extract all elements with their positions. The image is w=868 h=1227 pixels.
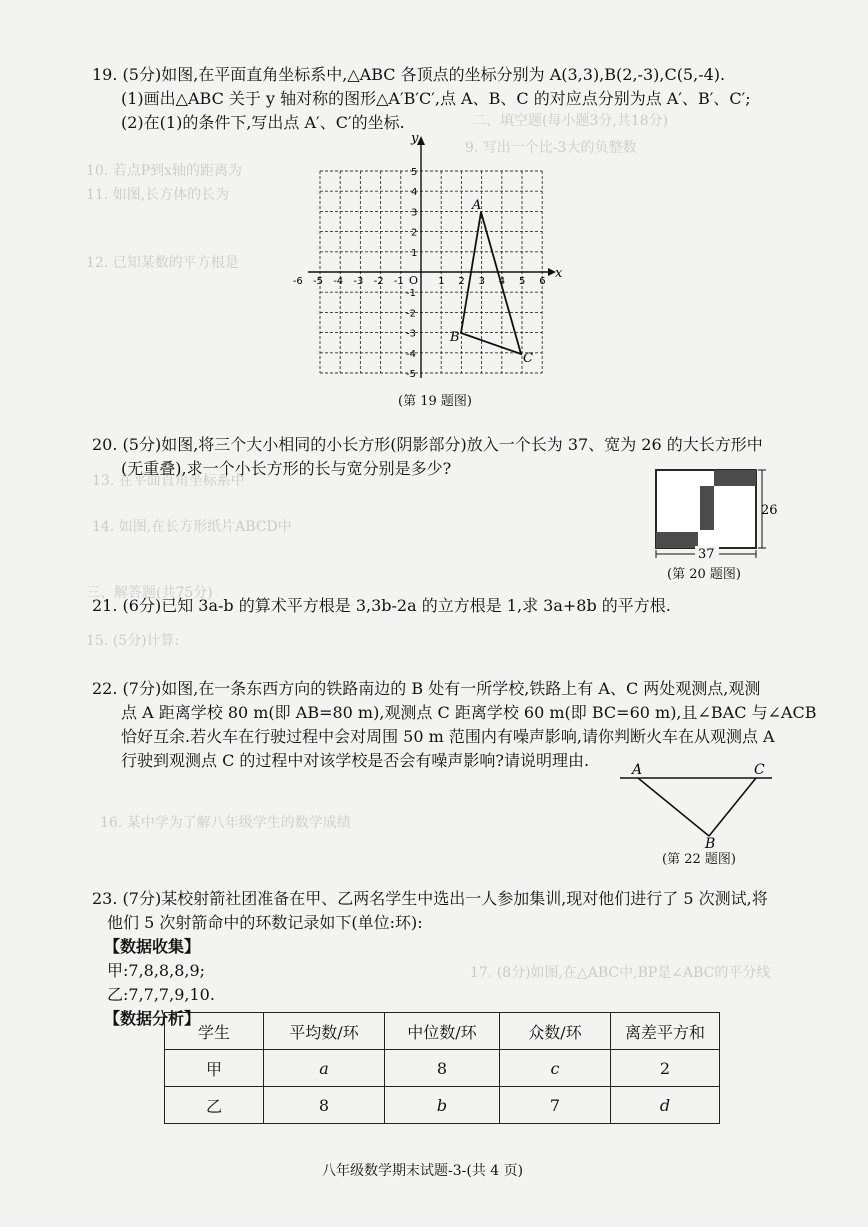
y-tick-label: 5 — [411, 167, 418, 178]
point-c-label: C — [754, 762, 765, 778]
data-collection-heading: 【数据收集】 — [104, 937, 201, 956]
q19-part2: (2)在(1)的条件下,写出点 A′、C′的坐标. — [121, 113, 405, 132]
x-tick-label: -6 — [292, 276, 303, 287]
y-tick-label: -1 — [406, 288, 416, 300]
small-rectangle-shaded — [656, 532, 698, 548]
y-tick-label: 4 — [411, 187, 418, 199]
table-header-row — [165, 1013, 720, 1050]
x-tick-label: -2 — [373, 276, 384, 287]
q22-stem: 22. (7分)如图,在一条东西方向的铁路南边的 B 处有一所学校,铁路上有 A、C 两处观测点,观测 — [92, 679, 761, 698]
bleed-through-text: 11. 如图,长方体的长为 — [86, 187, 230, 203]
y-tick-label: -2 — [406, 308, 416, 320]
x-tick-label: 5 — [519, 276, 526, 287]
point-a-label: A — [632, 762, 643, 778]
table-header-cell: 离差平方和 — [611, 1013, 720, 1050]
stats-table — [164, 1012, 720, 1124]
small-rectangle-shaded — [700, 486, 714, 530]
y-axis-label: y — [411, 131, 419, 146]
bleed-through-text: 9. 写出一个比-3大的负整数 — [465, 140, 637, 156]
x-axis-label: x — [555, 266, 563, 281]
y-tick-label: -3 — [406, 328, 416, 340]
table-cell: 8 — [264, 1087, 385, 1124]
bleed-through-text: 12. 已知某数的平方根是 — [86, 255, 239, 271]
table-cell: 甲 — [165, 1050, 264, 1087]
bleed-through-text: 二、填空题(每小题3分,共18分) — [472, 113, 669, 129]
q22-stem-cont1: 点 A 距离学校 80 m(即 AB=80 m),观测点 C 距离学校 60 m(即 BC=60 m),且∠BAC 与∠ACB — [121, 703, 817, 722]
table-header-cell: 众数/环 — [500, 1013, 611, 1050]
q21-stem: 21. (6分)已知 3a-b 的算术平方根是 3,3b-2a 的立方根是 1,求 3a+8b 的平方根. — [92, 596, 671, 615]
height-label: 26 — [761, 503, 778, 518]
q19-caption: (第 19 题图) — [398, 394, 472, 409]
table-header-cell: 学生 — [165, 1013, 264, 1050]
q19-stem: 19. (5分)如图,在平面直角坐标系中,△ABC 各顶点的坐标分别为 A(3,3),B(2,-3),C(5,-4). — [92, 65, 726, 84]
table-row — [165, 1087, 720, 1124]
table-cell: 7 — [500, 1087, 611, 1124]
table-row — [165, 1050, 720, 1087]
y-tick-label: 3 — [411, 207, 418, 219]
bleed-through-text: 15. (5分)计算: — [86, 633, 180, 649]
table-header-cell: 中位数/环 — [385, 1013, 500, 1050]
bleed-through-text: 16. 某中学为了解八年级学生的数学成绩 — [100, 815, 351, 831]
q22-stem-cont3: 行驶到观测点 C 的过程中对该学校是否会有噪声影响?请说明理由. — [121, 751, 590, 770]
x-tick-label: -4 — [333, 276, 344, 287]
table-cell: c — [500, 1050, 611, 1087]
q22-caption: (第 22 题图) — [662, 852, 736, 867]
table-header-cell: 平均数/环 — [264, 1013, 385, 1050]
bleed-through-text: 17. (8分)如图,在△ABC中,BP是∠ABC的平分线 — [470, 965, 771, 981]
table-cell: b — [385, 1087, 500, 1124]
table-cell: 乙 — [165, 1087, 264, 1124]
x-tick-label: 1 — [438, 276, 445, 287]
q22-stem-cont2: 恰好互余.若火车在行驶过程中会对周围 50 m 范围内有噪声影响,请你判断火车在从观测点 A — [121, 727, 775, 746]
x-tick-label: -5 — [313, 276, 323, 287]
point-c-label: C — [523, 351, 533, 366]
x-tick-label: 4 — [498, 276, 506, 287]
jia-data: 甲:7,8,8,8,9; — [107, 961, 206, 980]
table-cell: a — [264, 1050, 385, 1087]
table-cell: d — [611, 1087, 720, 1124]
segment-ab — [638, 778, 709, 836]
bleed-through-text: 三、解答题(共75分) — [86, 585, 213, 601]
q20-stem-cont: (无重叠),求一个小长方形的长与宽分别是多少? — [121, 459, 452, 478]
table-cell: 2 — [611, 1050, 720, 1087]
q23-stem-cont: 他们 5 次射箭命中的环数记录如下(单位:环): — [107, 913, 423, 932]
bleed-through-text: 14. 如图,在长方形纸片ABCD中 — [92, 519, 292, 535]
x-tick-label: -1 — [393, 276, 404, 287]
q23-stem: 23. (7分)某校射箭社团准备在甲、乙两名学生中选出一人参加集训,现对他们进行了 5 次测试,将 — [92, 889, 768, 908]
x-tick-label: 3 — [478, 276, 485, 287]
point-a-label: A — [472, 198, 482, 213]
bleed-through-text: 13. 在平面直角坐标系中 — [92, 473, 245, 489]
width-label: 37 — [698, 547, 715, 562]
q19-part1: (1)画出△ABC 关于 y 轴对称的图形△A′B′C′,点 A、B、C 的对应点分别为点 A′、B′、C′; — [121, 89, 751, 108]
page-footer: 八年级数学期末试题-3-(共 4 页) — [322, 1163, 524, 1179]
q22-triangle-figure — [620, 758, 780, 852]
q20-caption: (第 20 题图) — [667, 567, 741, 582]
point-b-label: B — [450, 330, 460, 345]
q20-stem: 20. (5分)如图,将三个大小相同的小长方形(阴影部分)放入一个长为 37、宽为 26 的大长方形中 — [92, 435, 763, 454]
small-rectangle-shaded — [714, 470, 756, 486]
y-tick-label: -5 — [406, 369, 416, 380]
x-tick-label: 2 — [458, 276, 465, 287]
table-cell: 8 — [385, 1050, 500, 1087]
y-tick-label: -4 — [406, 348, 416, 360]
x-tick-label: -3 — [353, 276, 364, 287]
origin-label: O — [409, 274, 419, 287]
segment-bc — [709, 778, 756, 836]
data-analysis-heading: 【数据分析】 — [104, 1009, 201, 1028]
x-tick-label: 6 — [539, 276, 546, 287]
bleed-through-text: 10. 若点P到x轴的距离为 — [86, 163, 243, 179]
y-tick-label: 1 — [411, 247, 418, 259]
y-tick-label: 2 — [411, 227, 418, 239]
yi-data: 乙:7,7,7,9,10. — [107, 985, 215, 1004]
point-b-label: B — [705, 836, 716, 852]
q19-coordinate-grid — [292, 128, 572, 390]
